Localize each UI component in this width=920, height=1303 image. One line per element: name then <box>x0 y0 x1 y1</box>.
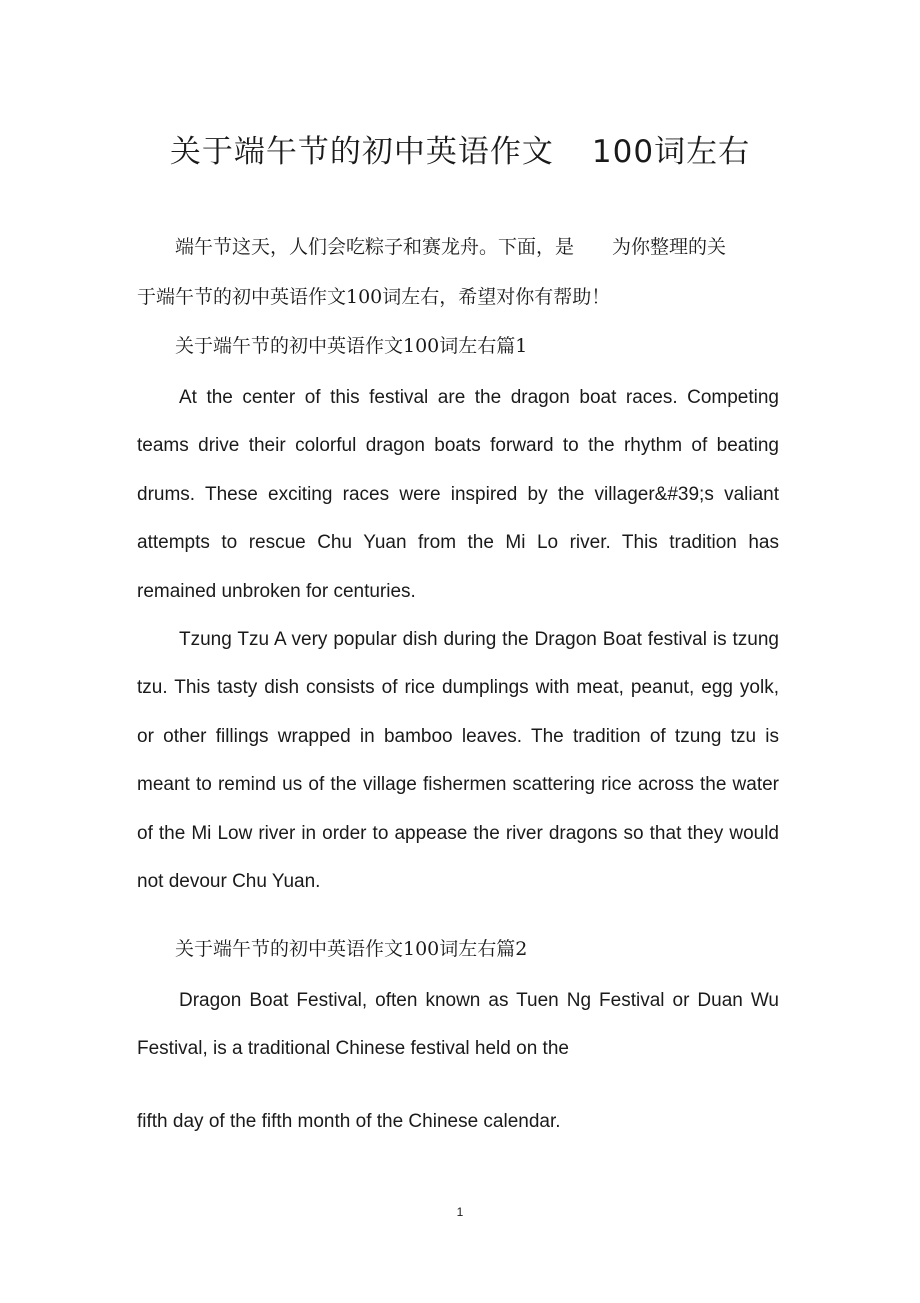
document-title <box>0 132 920 172</box>
title-tail: 100词左右 <box>591 134 751 170</box>
page-number: 1 <box>456 1205 464 1219</box>
intro-line-1-part-b: 为你整理的关 <box>612 236 727 258</box>
paragraph-1: At the center of this festival are the dragon boat races. Competing teams drive their colorful dragon boats forward to the rhythm of beating drums. These exciting races were inspired by the villager&#39;s valiant attempts to rescue Chu Yuan from the Mi Lo river. This tradition has remained unbroken for centuries. <box>137 387 779 602</box>
intro-line-1 <box>137 222 779 272</box>
section-heading-1: 关于端午节的初中英语作文100词左右篇1 <box>175 335 528 357</box>
section-heading-2: 关于端午节的初中英语作文100词左右篇2 <box>175 938 528 960</box>
paragraph-2: Tzung Tzu A very popular dish during the Dragon Boat festival is tzung tzu. This tasty dish consists of rice dumplings with meat, peanut, egg yolk, or other fillings wrapped in bamboo leaves. The tradition of tzung tzu is meant to remind us of the village fishermen scattering rice across the water of the Mi Low river in order to appease the river dragons so that they would not devour Chu Yuan. <box>137 629 779 893</box>
intro-line-1-part-a: 端午节这天，人们会吃粽子和赛龙舟。下面，是 <box>175 236 575 258</box>
paragraph-3-continuation: fifth day of the fifth month of the Chinese calendar. <box>137 1111 561 1132</box>
title-chinese: 关于端午节的初中英语作文 <box>169 134 554 170</box>
intro-line-2: 于端午节的初中英语作文100词左右，希望对你有帮助！ <box>137 286 611 308</box>
paragraph-3: Dragon Boat Festival, often known as Tuen Ng Festival or Duan Wu Festival, is a traditional Chinese festival held on the <box>137 990 779 1060</box>
